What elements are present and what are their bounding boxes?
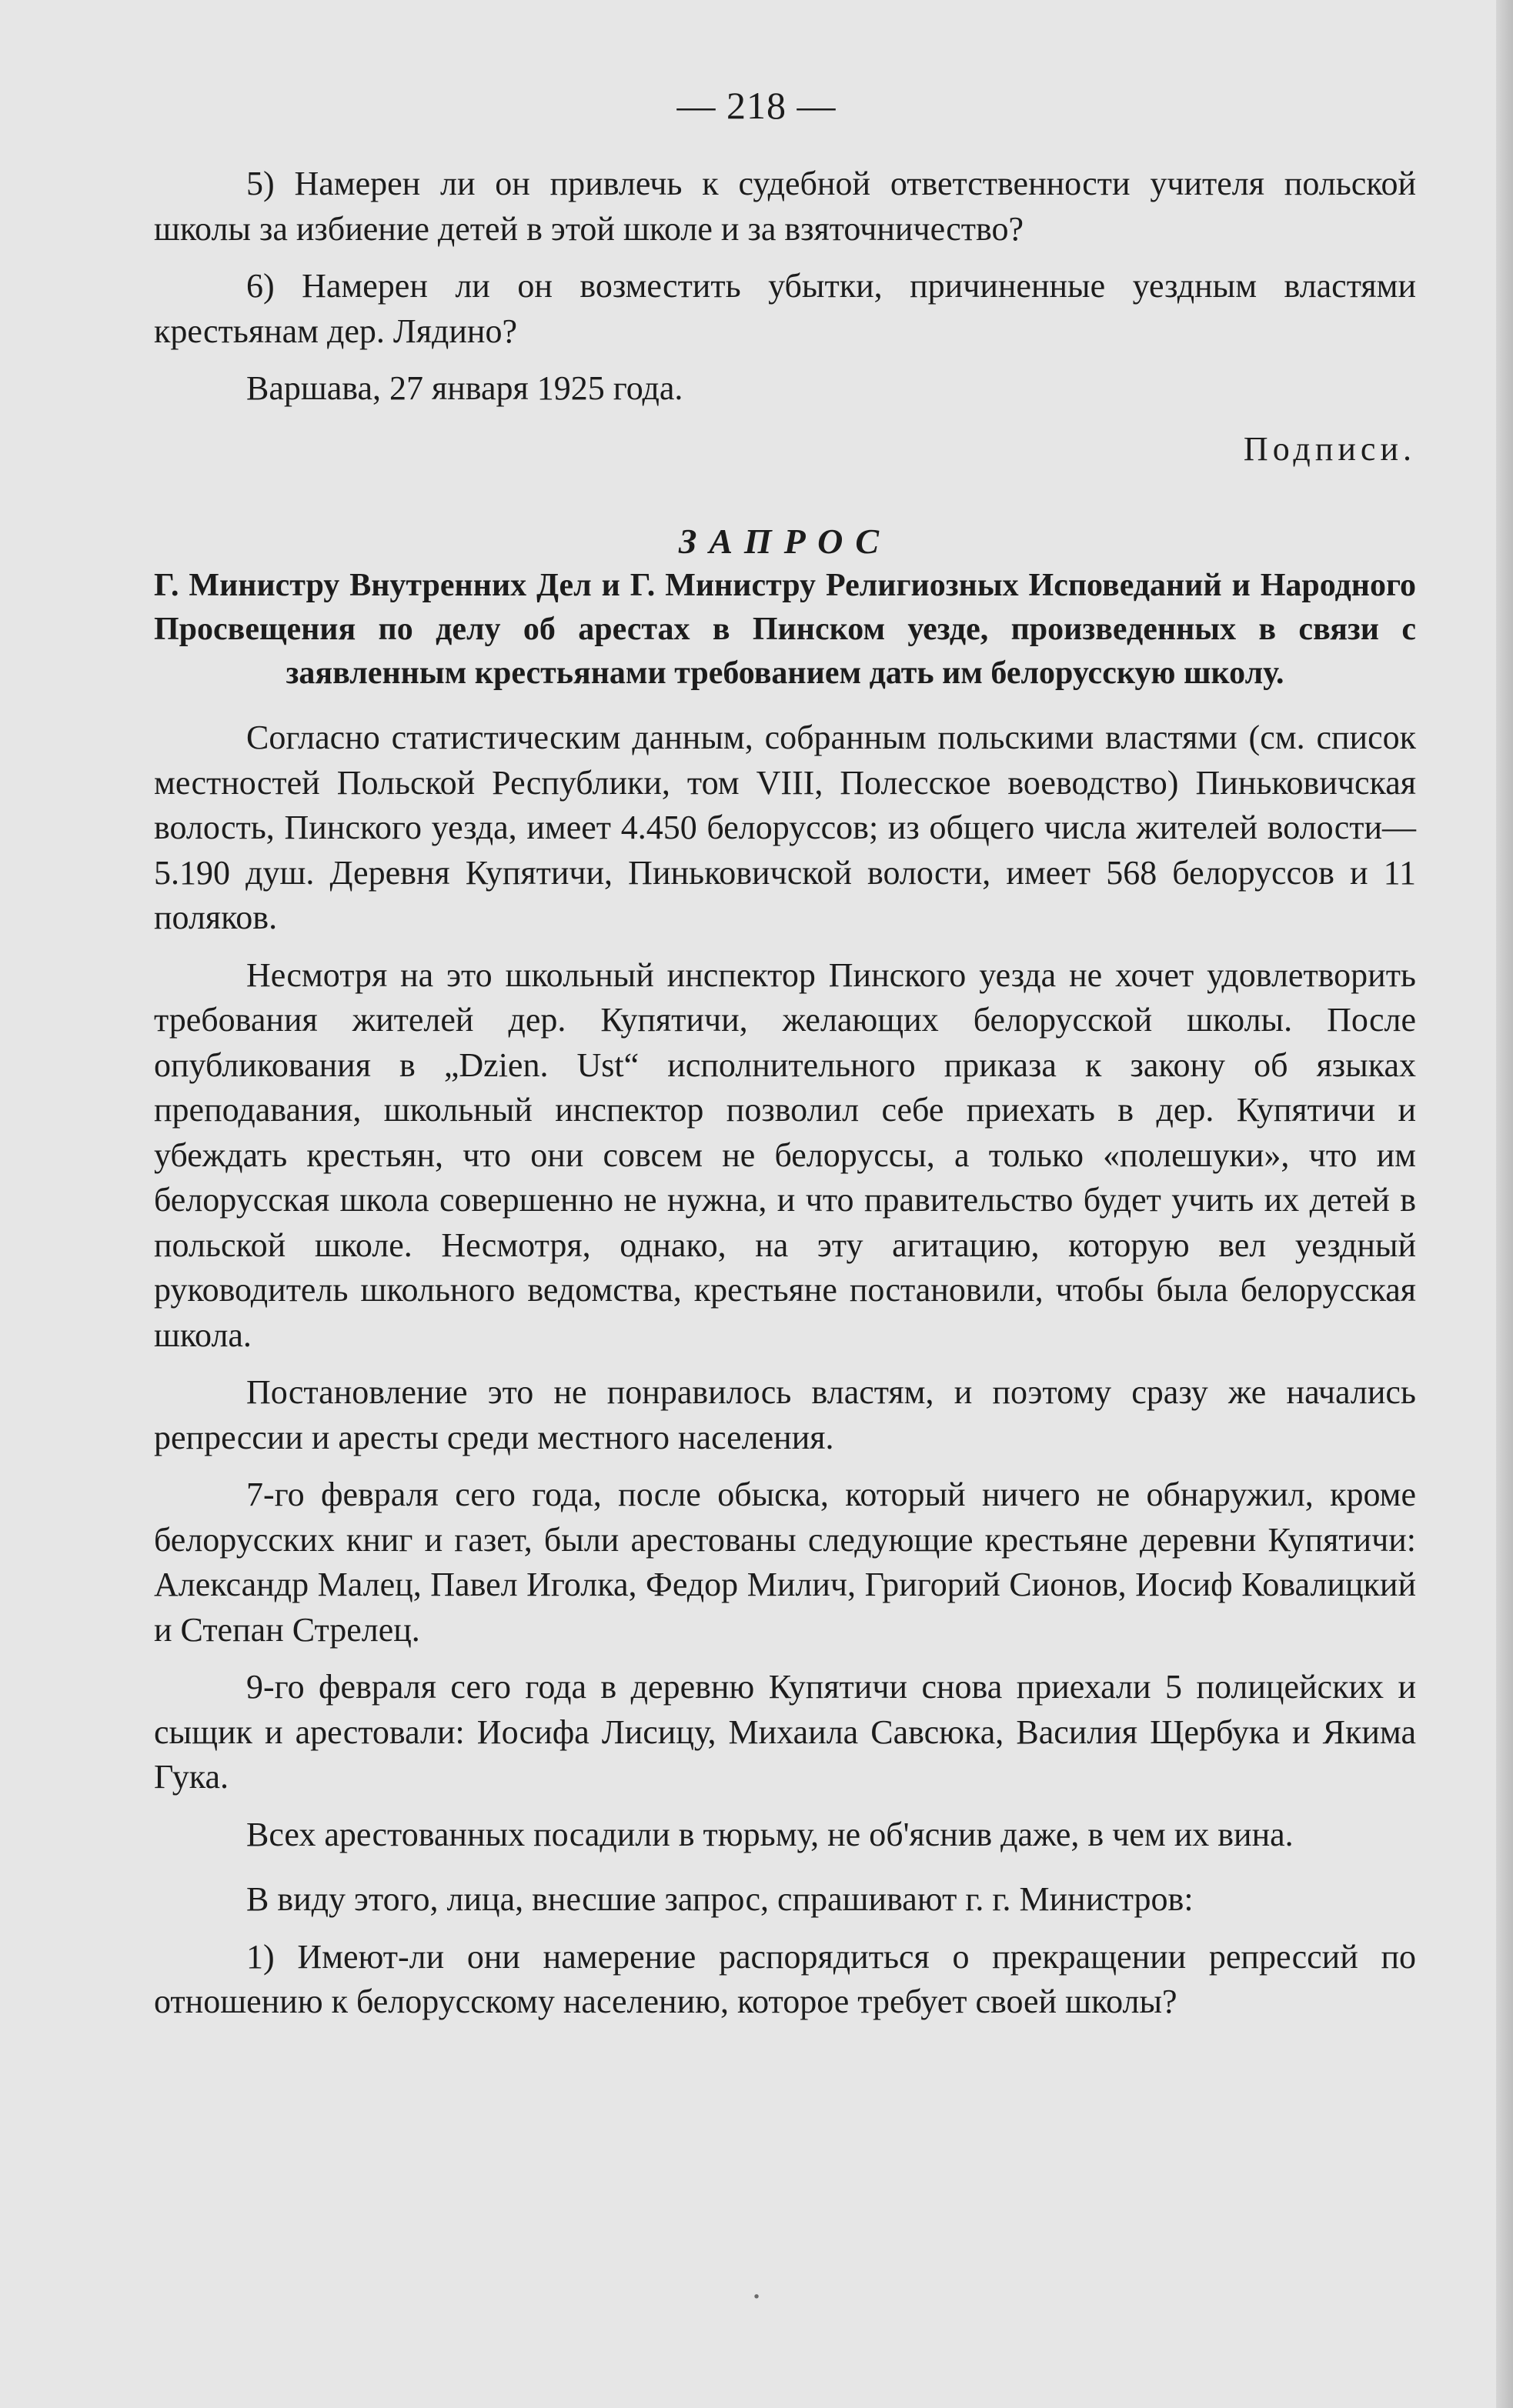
- paragraph-repressions: Постановление это не понравилось властям, и поэтому сразу же начались репрессии и аресты среди местного населения.: [154, 1373, 1416, 1456]
- page-number: — 218 —: [676, 84, 837, 127]
- request-title: ЗАПРОС: [678, 522, 892, 561]
- paragraph-statistics: Согласно статистическим данным, собранным польскими властями (см. список местностей Польской Республики, том VIII, Полесское воеводство) Пиньковичская волость, Пинского уезда, имеет 4.450 белоруссов; из общего числа жителей волости—5.190 душ. Деревня Купятичи, Пиньковичской волости, имеет 568 белоруссов и 11 поляков.: [154, 719, 1416, 936]
- question-5: 5) Намерен ли он привлечь к судебной ответственности учителя польской школы за избиение детей в этой школе и за взяточничество?: [154, 165, 1416, 248]
- question-1: 1) Имеют-ли они намерение распорядиться о прекращении репрессий по отношению к белорусскому населению, которое требует своей школы?: [154, 1937, 1416, 2020]
- request-subtitle: Г. Министру Внутренних Дел и Г. Министру Религиозных Исповеданий и Народного Просвещения по делу об арестах в Пинском уезде, произведенных в связи с заявленным крестьянами требованием дать им белорусскую школу.: [154, 568, 1416, 691]
- paragraph-questions-intro: В виду этого, лица, внесшие запрос, спрашивают г. г. Министров:: [246, 1880, 1194, 1918]
- signatures: Подписи.: [1243, 429, 1416, 468]
- book-spine-shadow: [1496, 0, 1513, 2408]
- page-text: [154, 162, 1416, 2025]
- paragraph-inspector: Несмотря на это школьный инспектор Пинского уезда не хочет удовлетворить требования жителей дер. Купятичи, желающих белорусской школы. После опубликования в „Dzien. Ust“ исполнительного приказа к закону об языках преподавания, школьный инспектор позволил себе приехать в дер. Купятичи и убеждать крестьян, что они совсем не белоруссы, а только «полешуки», что им белорусская школа совершенно не нужна, и что правительство будет учить их детей в польской школе. Несмотря, однако, на эту агитацию, которую вел уездный руководитель школьного ведомства, крестьяне постановили, чтобы была белорусская школа.: [154, 956, 1416, 1354]
- paragraph-arrests-feb-9: 9-го февраля сего года в деревню Купятичи снова приехали 5 полицейских и сыщик и арестовали: Иосифа Лисицу, Михаила Савсюка, Василия Щербука и Якима Гука.: [154, 1668, 1416, 1796]
- place-date: Варшава, 27 января 1925 года.: [246, 369, 683, 407]
- question-6: 6) Намерен ли он возместить убытки, причиненные уездным властями крестьянам дер. Лядино?: [154, 267, 1416, 350]
- paragraph-imprisonment: Всех арестованных посадили в тюрьму, не об'яснив даже, в чем их вина.: [246, 1815, 1294, 1853]
- footer-mark: ·: [750, 2276, 763, 2316]
- paragraph-arrests-feb-7: 7-го февраля сего года, после обыска, который ничего не обнаружил, кроме белорусских книг и газет, были арестованы следующие крестьяне деревни Купятичи: Александр Малец, Павел Иголка, Федор Милич, Григорий Сионов, Иосиф Ковалицкий и Степан Стрелец.: [154, 1476, 1416, 1649]
